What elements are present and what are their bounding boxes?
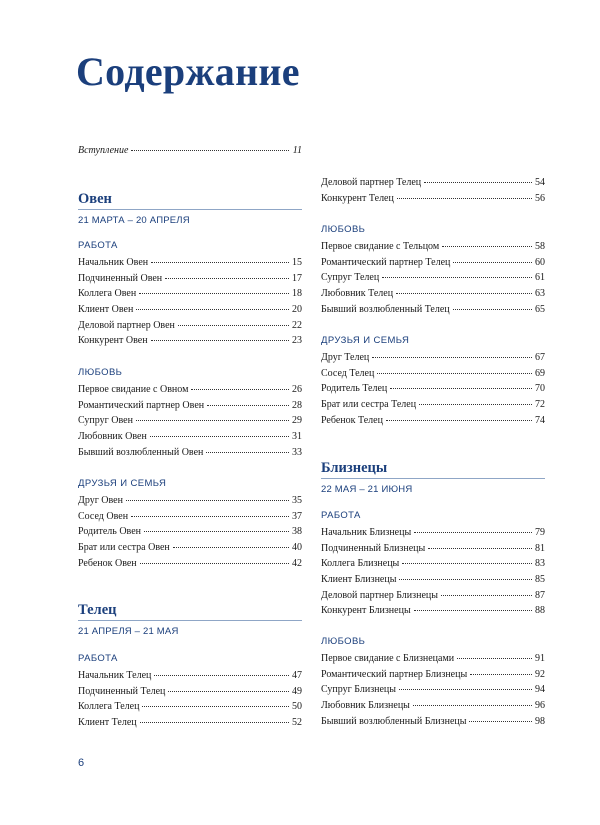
dot-leader [402, 563, 532, 564]
entry-label: Супруг Овен [78, 415, 133, 427]
section-title: ЛЮБОВЬ [78, 367, 123, 378]
entry-page: 28 [292, 399, 302, 411]
entry-label: Конкурент Телец [321, 192, 394, 204]
toc-entry[interactable] [321, 383, 545, 399]
entry-page: 38 [292, 526, 302, 538]
dot-leader [168, 691, 289, 692]
entry-label: Начальник Близнецы [321, 527, 412, 538]
sign-name: Телец [78, 601, 302, 621]
entry-label: Деловой партнер Близнецы [321, 589, 438, 601]
entry-label: Супруг Близнецы [321, 684, 397, 696]
entry-label: Начальник Телец [78, 670, 152, 681]
toc-group [321, 224, 545, 319]
entry-page: 70 [535, 383, 545, 395]
toc-group [321, 510, 545, 621]
entry-page: 69 [535, 367, 545, 379]
toc-entry[interactable] [321, 193, 545, 209]
dot-leader [140, 722, 289, 723]
toc-entry[interactable] [321, 368, 545, 384]
entry-page: 50 [292, 701, 302, 713]
dot-leader [453, 309, 532, 310]
toc-group [78, 240, 302, 351]
dot-leader [419, 404, 532, 405]
dot-leader [414, 610, 532, 611]
entry-label: Ребенок Овен [78, 557, 137, 569]
sign-dates: 21 АПРЕЛЯ – 21 МАЯ [78, 626, 179, 637]
sign-header-telec [78, 601, 302, 637]
dot-leader [126, 500, 289, 501]
dot-leader [142, 706, 289, 707]
entry-page: 11 [292, 145, 302, 156]
entry-page: 37 [292, 510, 302, 522]
toc-entry[interactable] [78, 447, 302, 463]
dot-leader [136, 420, 289, 421]
dot-leader [399, 579, 532, 580]
entry-page: 42 [292, 557, 302, 569]
toc-entry-intro[interactable] [78, 145, 302, 161]
toc-entry[interactable] [78, 431, 302, 447]
toc-entry[interactable] [78, 558, 302, 574]
toc-entry[interactable] [321, 257, 545, 273]
dot-leader [154, 675, 289, 676]
entry-label: Коллега Овен [78, 288, 137, 300]
section-title: ЛЮБОВЬ [321, 636, 366, 647]
entry-label: Любовник Близнецы [321, 700, 410, 712]
entry-label: Подчиненный Близнецы [321, 542, 426, 554]
dot-leader [469, 721, 532, 722]
entry-label: Друг Овен [78, 495, 123, 506]
page-number: 6 [78, 757, 85, 769]
section-title: РАБОТА [78, 240, 118, 251]
entry-page: 81 [535, 542, 545, 554]
entry-page: 23 [292, 335, 302, 347]
entry-page: 91 [535, 653, 545, 664]
dot-leader [144, 531, 289, 532]
entry-page: 31 [292, 431, 302, 443]
toc-entry[interactable] [321, 304, 545, 320]
entry-page: 67 [535, 352, 545, 363]
entry-label: Начальник Овен [78, 257, 149, 268]
entry-label: Бывший возлюбленный Близнецы [321, 715, 467, 727]
entry-page: 87 [535, 589, 545, 601]
entry-page: 88 [535, 605, 545, 617]
dot-leader [151, 340, 289, 341]
section-title: РАБОТА [78, 653, 118, 664]
entry-label: Бывший возлюбленный Овен [78, 446, 204, 458]
toc-entry[interactable] [321, 574, 545, 590]
entry-label: Клиент Близнецы [321, 574, 397, 586]
toc-entry[interactable] [321, 288, 545, 304]
toc-entry[interactable] [78, 542, 302, 558]
entry-page: 29 [292, 415, 302, 427]
dot-leader [206, 452, 289, 453]
entry-page: 52 [292, 717, 302, 729]
toc-entry[interactable] [78, 257, 302, 273]
toc-entry[interactable] [78, 670, 302, 686]
entry-label: Родитель Телец [321, 383, 388, 395]
toc-entry[interactable] [321, 684, 545, 700]
dot-leader [191, 389, 289, 390]
dot-leader [165, 278, 289, 279]
section-title: ДРУЗЬЯ И СЕМЬЯ [78, 478, 167, 489]
entry-page: 92 [535, 668, 545, 680]
entry-label: Коллега Близнецы [321, 558, 400, 570]
toc-entry[interactable] [78, 495, 302, 511]
dot-leader [441, 595, 532, 596]
toc-entry[interactable] [78, 320, 302, 336]
toc-group [78, 653, 302, 733]
entry-page: 79 [535, 527, 545, 538]
toc-group [321, 636, 545, 731]
entry-page: 35 [292, 495, 302, 506]
dot-leader [207, 405, 289, 406]
entry-label: Романтический партнер Овен [78, 399, 205, 411]
dot-leader [414, 532, 532, 533]
dot-leader [150, 436, 289, 437]
entry-label: Клиент Овен [78, 304, 134, 316]
entry-label: Конкурент Близнецы [321, 605, 411, 617]
entry-label: Друг Телец [321, 352, 370, 363]
entry-label: Любовник Овен [78, 431, 147, 443]
entry-page: 47 [292, 670, 302, 681]
toc-group [321, 177, 545, 208]
toc-entry[interactable] [78, 273, 302, 289]
toc-group [78, 478, 302, 573]
entry-label: Брат или сестра Телец [321, 399, 417, 411]
entry-page: 17 [292, 272, 302, 284]
entry-page: 61 [535, 272, 545, 284]
section-title: ДРУЗЬЯ И СЕМЬЯ [321, 335, 410, 346]
toc-entry[interactable] [321, 527, 545, 543]
dot-leader [424, 182, 532, 183]
dot-leader [457, 658, 532, 659]
sign-name: Овен [78, 190, 302, 210]
entry-page: 63 [535, 288, 545, 300]
entry-page: 74 [535, 414, 545, 426]
entry-page: 33 [292, 446, 302, 458]
entry-label: Деловой партнер Телец [321, 177, 422, 188]
entry-label: Романтический партнер Близнецы [321, 668, 468, 680]
sign-header-bliznecy [321, 459, 545, 495]
entry-label: Бывший возлюбленный Телец [321, 303, 450, 315]
entry-page: 18 [292, 288, 302, 300]
dot-leader [377, 373, 532, 374]
entry-page: 65 [535, 303, 545, 315]
toc-entry[interactable] [78, 717, 302, 733]
entry-page: 40 [292, 542, 302, 554]
entry-page: 20 [292, 304, 302, 316]
entry-label: Сосед Телец [321, 367, 375, 379]
entry-label: Конкурент Овен [78, 335, 148, 347]
toc-entry[interactable] [321, 241, 545, 257]
toc-entry[interactable] [321, 177, 545, 193]
page-title: Содержание [76, 49, 300, 94]
dot-leader [140, 563, 289, 564]
dot-leader [382, 277, 532, 278]
toc-entry[interactable] [78, 511, 302, 527]
dot-leader [413, 705, 532, 706]
toc-entry[interactable] [321, 669, 545, 685]
sign-name: Близнецы [321, 459, 545, 479]
entry-page: 56 [535, 192, 545, 204]
entry-label: Ребенок Телец [321, 414, 383, 426]
toc-entry[interactable] [321, 543, 545, 559]
entry-page: 26 [292, 384, 302, 395]
dot-leader [470, 674, 532, 675]
entry-page: 83 [535, 558, 545, 570]
entry-label: Первое свидание с Тельцом [321, 241, 440, 252]
dot-leader [386, 420, 532, 421]
toc-group [321, 335, 545, 430]
toc-entry[interactable] [78, 288, 302, 304]
toc-entry[interactable] [78, 415, 302, 431]
toc-entry[interactable] [321, 590, 545, 606]
toc-entry[interactable] [321, 716, 545, 732]
entry-page: 60 [535, 256, 545, 268]
toc-entry[interactable] [321, 558, 545, 574]
toc-entry[interactable] [78, 701, 302, 717]
entry-label: Первое свидание с Овном [78, 384, 189, 395]
section-title: ЛЮБОВЬ [321, 224, 366, 235]
toc-entry[interactable] [321, 605, 545, 621]
entry-page: 58 [535, 241, 545, 252]
dot-leader [442, 246, 532, 247]
entry-label: Подчиненный Телец [78, 685, 166, 697]
toc-entry[interactable] [321, 415, 545, 431]
dot-leader [396, 293, 532, 294]
entry-page: 15 [292, 257, 302, 268]
toc-entry[interactable] [321, 399, 545, 415]
toc-entry[interactable] [78, 400, 302, 416]
entry-label: Романтический партнер Телец [321, 256, 451, 268]
entry-page: 72 [535, 399, 545, 411]
entry-label: Подчиненный Овен [78, 272, 163, 284]
entry-label: Любовник Телец [321, 288, 394, 300]
entry-page: 22 [292, 319, 302, 331]
dot-leader [139, 293, 289, 294]
toc-entry[interactable] [78, 384, 302, 400]
dot-leader [453, 262, 532, 263]
dot-leader [428, 548, 532, 549]
toc-entry[interactable] [321, 653, 545, 669]
entry-label: Первое свидание с Близнецами [321, 653, 455, 664]
entry-label: Вступление [78, 145, 129, 156]
entry-label: Сосед Овен [78, 510, 129, 522]
sign-dates: 21 МАРТА – 20 АПРЕЛЯ [78, 215, 190, 226]
dot-leader [173, 547, 289, 548]
entry-label: Клиент Телец [78, 717, 137, 729]
toc-group [78, 367, 302, 462]
entry-page: 54 [535, 177, 545, 188]
sign-header-oven [78, 190, 302, 226]
entry-page: 85 [535, 574, 545, 586]
dot-leader [397, 198, 532, 199]
dot-leader [390, 388, 532, 389]
toc-entry[interactable] [78, 526, 302, 542]
entry-label: Брат или сестра Овен [78, 542, 170, 554]
toc-entry[interactable] [321, 272, 545, 288]
dot-leader [178, 325, 289, 326]
dot-leader [131, 516, 289, 517]
entry-label: Деловой партнер Овен [78, 319, 175, 331]
toc-entry[interactable] [78, 686, 302, 702]
toc-entry[interactable] [321, 352, 545, 368]
toc-entry[interactable] [78, 304, 302, 320]
toc-entry[interactable] [78, 335, 302, 351]
entry-page: 98 [535, 715, 545, 727]
entry-page: 49 [292, 685, 302, 697]
toc-entry[interactable] [321, 700, 545, 716]
dot-leader [131, 150, 289, 151]
section-title: РАБОТА [321, 510, 361, 521]
dot-leader [399, 689, 532, 690]
entry-label: Коллега Телец [78, 701, 140, 713]
entry-page: 94 [535, 684, 545, 696]
sign-dates: 22 МАЯ – 21 ИЮНЯ [321, 484, 413, 495]
entry-label: Супруг Телец [321, 272, 380, 284]
dot-leader [136, 309, 289, 310]
dot-leader [151, 262, 289, 263]
entry-page: 96 [535, 700, 545, 712]
dot-leader [372, 357, 532, 358]
entry-label: Родитель Овен [78, 526, 141, 538]
